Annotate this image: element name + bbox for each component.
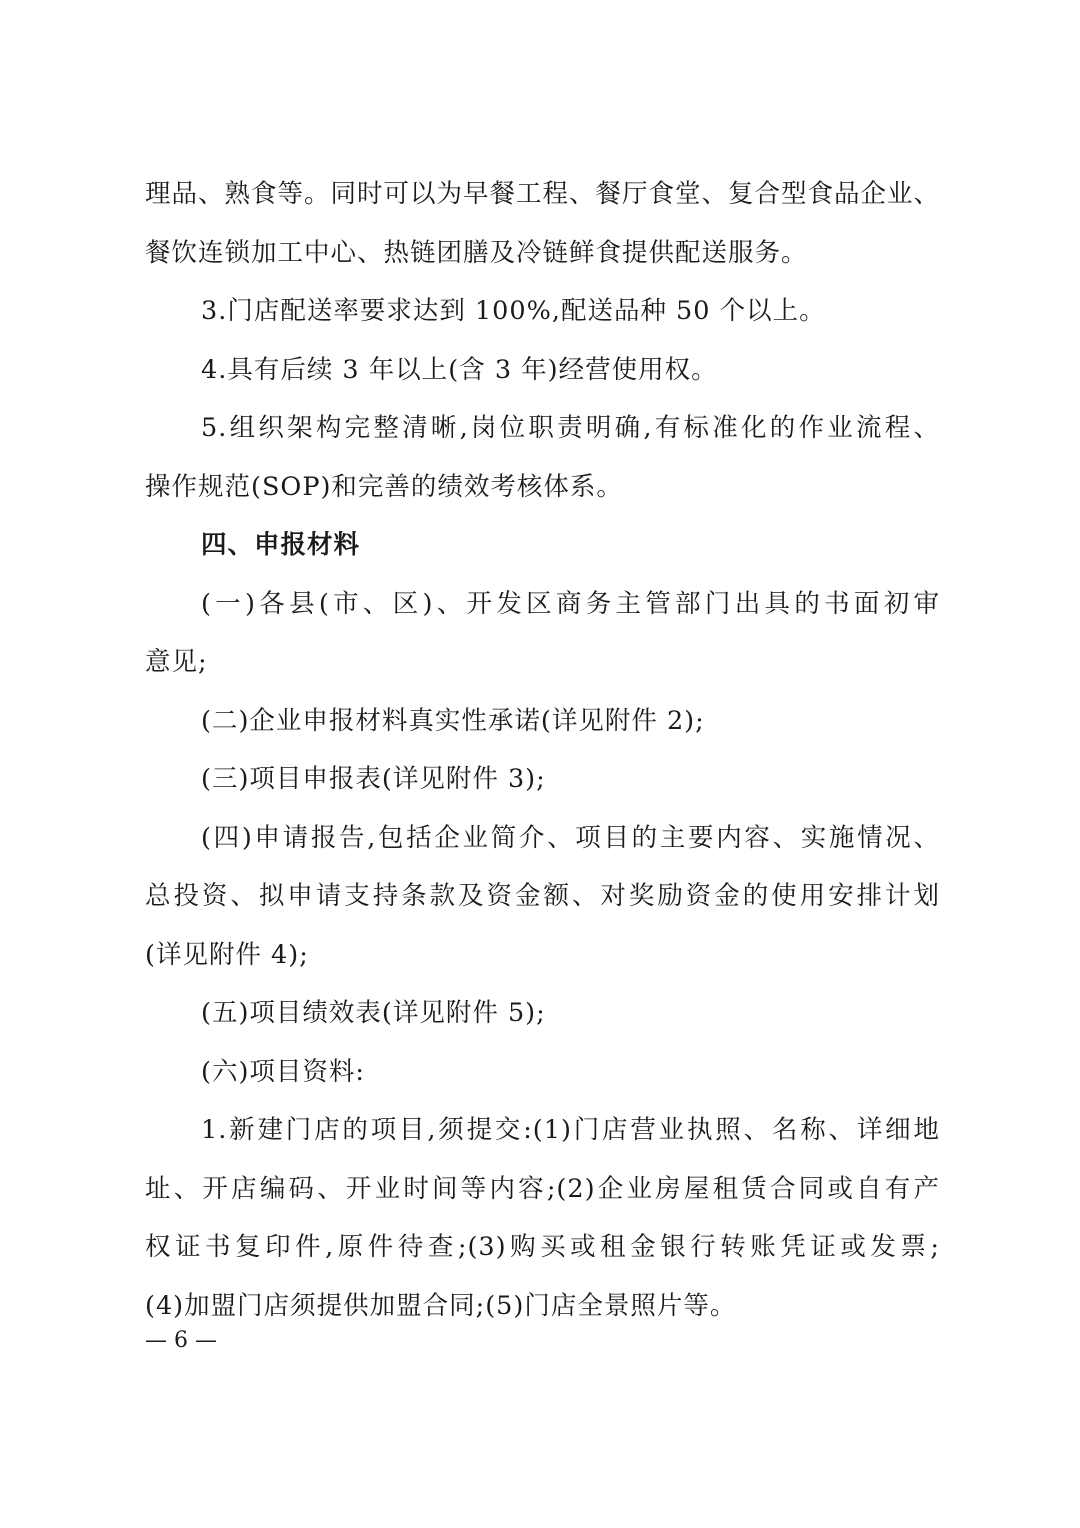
section-heading: 四、申报材料: [201, 530, 361, 560]
page-number: — 6 —: [145, 1328, 217, 1353]
list-item: 4.具有后续 3 年以上(含 3 年)经营使用权。: [201, 354, 718, 385]
paragraph-line: (详见附件 4);: [145, 939, 309, 970]
list-item: (二)企业申报材料真实性承诺(详见附件 2);: [201, 705, 705, 736]
list-item: (四)申请报告,包括企业简介、项目的主要内容、实施情况、: [201, 822, 940, 853]
document-body: [145, 165, 940, 1335]
paragraph-line: 意见;: [145, 647, 208, 677]
paragraph-line: 理品、熟食等。同时可以为早餐工程、餐厅食堂、复合型食品企业、: [145, 179, 941, 209]
list-item: (一)各县(市、区)、开发区商务主管部门出具的书面初审: [201, 588, 940, 619]
list-item: (三)项目申报表(详见附件 3);: [201, 764, 546, 794]
paragraph-line: 操作规范(SOP)和完善的绩效考核体系。: [145, 471, 623, 502]
list-item: 5.组织架构完整清晰,岗位职责明确,有标准化的作业流程、: [201, 413, 940, 443]
paragraph-line: 址、开店编码、开业时间等内容;(2)企业房屋租赁合同或自有产: [145, 1173, 940, 1204]
list-item: (五)项目绩效表(详见附件 5);: [201, 998, 546, 1028]
list-item: 1.新建门店的项目,须提交:(1)门店营业执照、名称、详细地: [201, 1115, 940, 1145]
list-item: 3.门店配送率要求达到 100%,配送品种 50 个以上。: [201, 296, 826, 326]
paragraph-line: (4)加盟门店须提供加盟合同;(5)门店全景照片等。: [145, 1290, 737, 1321]
paragraph-line: 总投资、拟申请支持条款及资金额、对奖励资金的使用安排计划: [145, 881, 940, 911]
list-item: (六)项目资料:: [201, 1056, 365, 1087]
paragraph-line: 权证书复印件,原件待查;(3)购买或租金银行转账凭证或发票;: [145, 1232, 940, 1262]
paragraph-line: 餐饮连锁加工中心、热链团膳及冷链鲜食提供配送服务。: [145, 237, 808, 268]
